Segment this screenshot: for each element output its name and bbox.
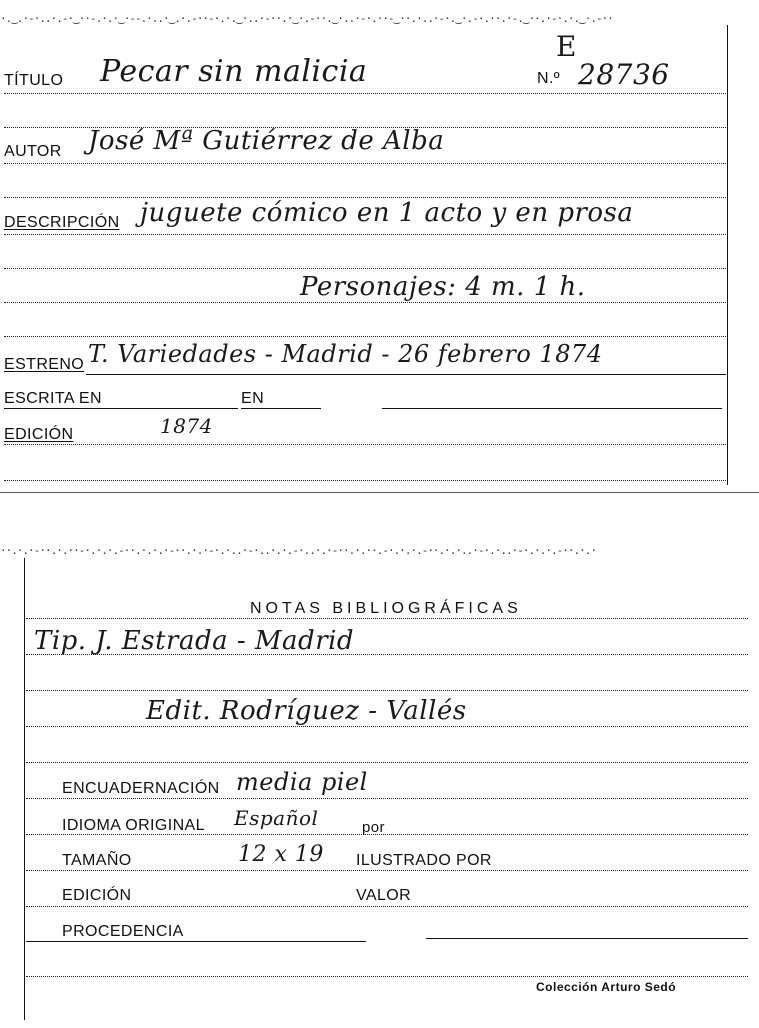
rule-line (4, 268, 726, 269)
tamano-value: 12 x 19 (238, 842, 324, 867)
idioma-value: Español (234, 806, 319, 830)
rule-line (26, 834, 748, 835)
catalog-card-bottom (0, 540, 759, 1028)
rule-line (4, 93, 726, 94)
rule-line (26, 941, 366, 942)
rule-line (426, 938, 748, 939)
rule-line (4, 302, 726, 303)
estreno-value: T. Variedades - Madrid - 26 febrero 1874 (88, 340, 603, 368)
note-line-1: Tip. J. Estrada - Madrid (34, 626, 355, 656)
rule-line (26, 654, 748, 655)
rule-line (4, 444, 726, 445)
encuadernacion-label: ENCUADERNACIÓN (62, 780, 220, 797)
edicion-bottom-label: EDICIÓN (62, 887, 132, 904)
rule-line (382, 408, 722, 409)
rule-line (26, 976, 748, 977)
scan-noise-bottom: ··.·.·-··.·.··-·.·.·.-··.·.·.·-··.·.·-·.·..·-·..·.·.-·..·.·-··.·.··.-·.·.·.-··.·.·..·-·.·..·-·.·.·.-··.·.· (0, 544, 596, 557)
tamano-label: TAMAÑO (62, 852, 132, 869)
titulo-value: Pecar sin malicia (100, 54, 368, 89)
estreno-label: ESTRENO (4, 356, 85, 373)
descripcion-personajes: Personajes: 4 m. 1 h. (300, 272, 586, 302)
descripcion-value: juguete cómico en 1 acto y en prosa (140, 198, 634, 228)
rule-line (86, 374, 726, 375)
card-right-border (727, 25, 728, 485)
autor-value: José Mª Gutiérrez de Alba (88, 126, 445, 156)
rule-line (26, 762, 748, 763)
scan-noise-top: ·.‿.·-·..·.-·‿··-.·.·‿·--.·..·‿.·.-··-·.·.‿·..·-··.·‿·.-··.‿·..·-·.··-‿··.·..·-·.‿·.-·.··.·-.‿··.·-·.·.‿·.-·· (0, 12, 613, 25)
autor-label: AUTOR (4, 143, 62, 160)
rule-line (26, 690, 748, 691)
descripcion-label: DESCRIPCIÓN (4, 214, 120, 231)
rule-line (241, 408, 321, 409)
rule-line (4, 234, 726, 235)
card-left-border (24, 558, 25, 1020)
escrita-en-en-label: EN (241, 390, 265, 407)
idioma-label: IDIOMA ORIGINAL (62, 817, 205, 834)
edicion-value: 1874 (160, 414, 213, 438)
idioma-por-label: por (362, 819, 385, 836)
numero-label: N.º (537, 70, 561, 87)
encuadernacion-value: media piel (236, 768, 368, 796)
rule-line (26, 726, 748, 727)
notas-heading: NOTAS BIBLIOGRÁFICAS (250, 600, 522, 617)
escrita-en-label: ESCRITA EN (4, 390, 102, 407)
ilustrado-por-label: ILUSTRADO POR (356, 852, 492, 869)
rule-line (26, 798, 748, 799)
series-letter: E (556, 30, 577, 63)
rule-line (4, 408, 238, 409)
numero-value: 28736 (578, 58, 670, 91)
collection-footer: Colección Arturo Sedó (536, 980, 677, 994)
catalog-card-top (0, 0, 759, 495)
titulo-label: TÍTULO (4, 72, 64, 89)
rule-line (4, 163, 726, 164)
edicion-label: EDICIÓN (4, 426, 74, 443)
rule-line (26, 906, 748, 907)
note-line-2: Edit. Rodríguez - Vallés (146, 696, 467, 726)
card-bottom-edge (0, 492, 759, 493)
rule-line (4, 336, 726, 337)
rule-line (26, 618, 748, 619)
valor-label: VALOR (356, 887, 412, 904)
rule-line (26, 870, 748, 871)
rule-line (4, 480, 726, 481)
procedencia-label: PROCEDENCIA (62, 923, 184, 940)
